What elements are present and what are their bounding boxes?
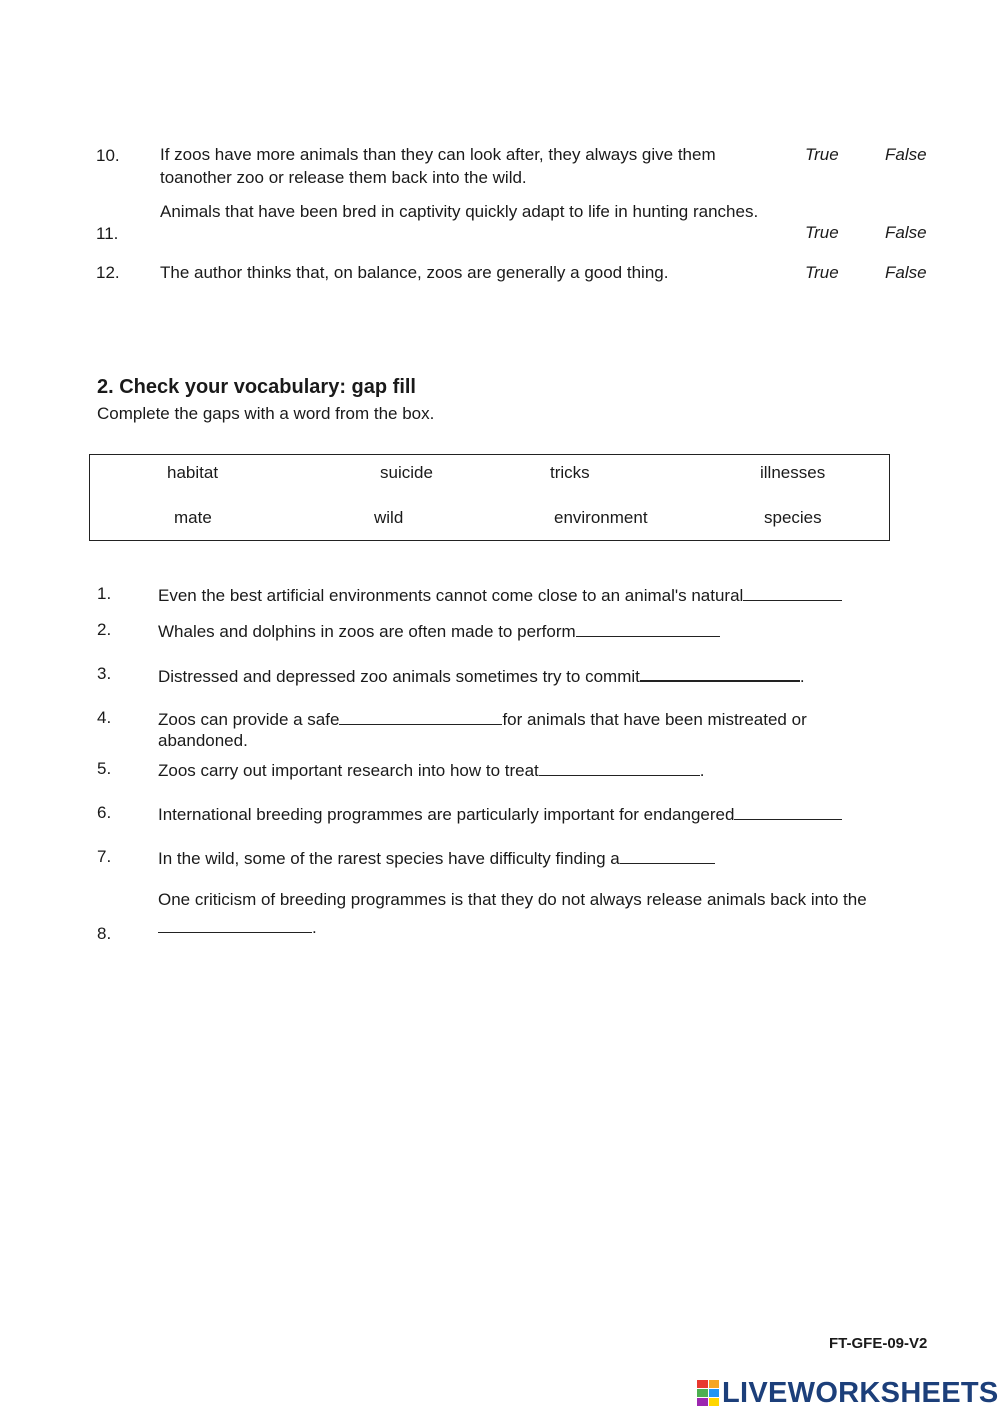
gap-item-text: Zoos carry out important research into how to treat	[158, 761, 539, 780]
answer-blank[interactable]	[734, 803, 842, 820]
gap-item-number: 3.	[97, 664, 112, 683]
word-box-item: illnesses	[760, 463, 826, 482]
tf-item-number: 12.	[96, 263, 120, 282]
logo-tile	[709, 1389, 720, 1397]
logo-tile	[697, 1380, 708, 1388]
word-box-item: mate	[174, 508, 212, 527]
logo-tile	[697, 1398, 708, 1406]
gap-item-text-after: .	[699, 761, 705, 780]
gap-item-number: 7.	[97, 847, 112, 866]
tf-item-number: 11.	[96, 224, 119, 243]
answer-blank[interactable]	[640, 664, 800, 682]
answer-blank[interactable]	[158, 916, 312, 933]
logo-tile	[709, 1398, 720, 1406]
gap-item-text: One criticism of breeding programmes is that they do not always release animals back into the	[158, 890, 867, 909]
false-option[interactable]: False	[885, 145, 927, 164]
tf-item-text: If zoos have more animals than they can look after, they always give them toanother zoo or release them back into the wild.	[160, 145, 716, 187]
gap-item-text: Even the best artificial environments cannot come close to an animal's natural	[158, 586, 744, 605]
gap-item-text-after: .	[312, 918, 317, 937]
word-box-item: wild	[374, 508, 404, 527]
section-title: 2. Check your vocabulary: gap fill	[97, 376, 416, 398]
answer-blank[interactable]	[576, 620, 720, 637]
answer-blank[interactable]	[743, 584, 842, 601]
tf-item-number: 10.	[96, 146, 120, 165]
gap-item-number: 4.	[97, 708, 112, 727]
logo-text: LIVEWORKSHEETS	[722, 1376, 999, 1409]
word-box-item: species	[764, 508, 822, 527]
liveworksheets-logo[interactable]	[697, 1377, 999, 1409]
gap-item-text-after: for animals that have been mistreated or abandoned.	[158, 710, 807, 750]
answer-blank[interactable]	[539, 759, 700, 776]
word-box-item: habitat	[167, 463, 219, 482]
gap-item-text: Whales and dolphins in zoos are often made to perform	[158, 622, 576, 641]
false-option[interactable]: False	[885, 263, 927, 282]
gap-item-number: 1.	[97, 584, 112, 603]
gap-item-text: Zoos can provide a safe	[158, 710, 340, 729]
gap-item-text: International breeding programmes are particularly important for endangered	[158, 805, 735, 824]
gap-item-text-after: .	[799, 667, 805, 686]
gap-item	[158, 708, 858, 751]
false-option[interactable]: False	[885, 223, 927, 242]
true-option[interactable]: True	[805, 263, 839, 282]
answer-blank[interactable]	[620, 847, 715, 864]
true-option[interactable]: True	[805, 223, 839, 242]
logo-mark-icon	[697, 1380, 719, 1406]
gap-item-text: Distressed and depressed zoo animals sometimes try to commit	[158, 667, 640, 686]
logo-tile	[709, 1380, 720, 1388]
gap-item	[158, 759, 878, 781]
gap-item	[158, 664, 878, 687]
gap-item-number: 5.	[97, 759, 112, 778]
gap-item-number: 6.	[97, 803, 112, 822]
gap-item-number: 8.	[97, 924, 112, 943]
logo-tile	[697, 1389, 708, 1397]
answer-blank[interactable]	[339, 708, 502, 725]
gap-item-number: 2.	[97, 620, 112, 639]
word-box-item: suicide	[380, 463, 433, 482]
word-box-item: tricks	[550, 463, 590, 482]
gap-item	[158, 847, 878, 869]
gap-item	[158, 584, 898, 606]
tf-item-text: Animals that have been bred in captivity quickly adapt to life in hunting ranches.	[160, 202, 759, 221]
gap-item-text: In the wild, some of the rarest species have difficulty finding a	[158, 849, 620, 868]
gap-item	[158, 620, 878, 642]
section-instructions: Complete the gaps with a word from the box.	[97, 404, 435, 423]
gap-item	[158, 803, 898, 825]
document-code: FT-GFE-09-V2	[829, 1335, 928, 1352]
tf-item-text: The author thinks that, on balance, zoos are generally a good thing.	[160, 263, 669, 282]
gap-item	[158, 889, 873, 938]
true-option[interactable]: True	[805, 145, 839, 164]
word-box-item: environment	[554, 508, 648, 527]
